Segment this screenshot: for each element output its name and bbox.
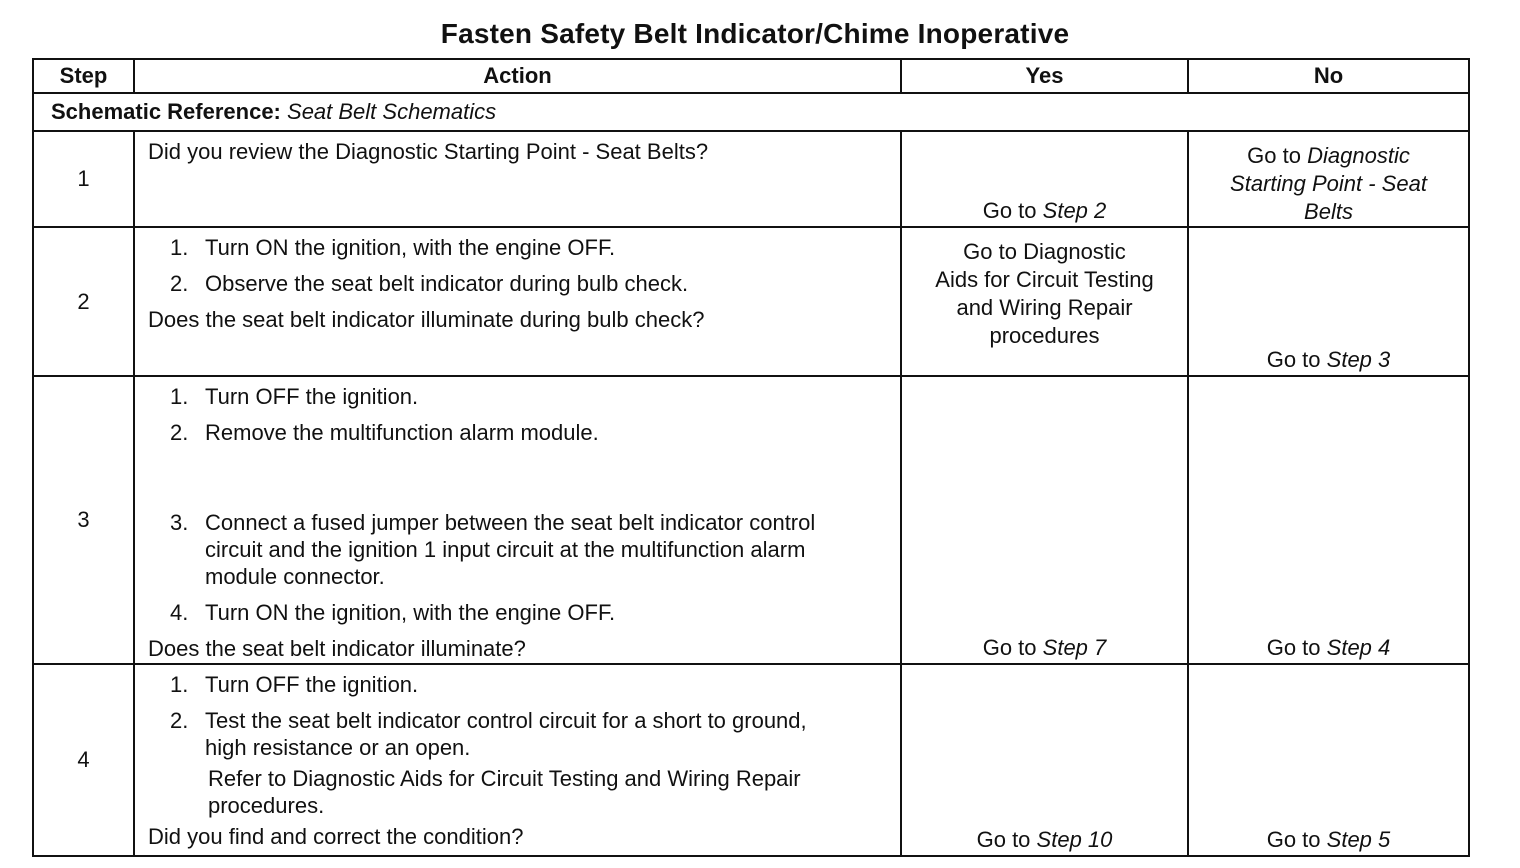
header-step: Step — [33, 59, 134, 93]
step-number: 2 — [33, 227, 134, 376]
step-row-1 — [33, 131, 1469, 227]
refer-note[interactable]: Refer to Diagnostic Aids for Circuit Testing and Wiring Repair procedures. — [208, 766, 801, 818]
step-row-4 — [33, 664, 1469, 856]
yes-cell — [901, 131, 1188, 227]
yes-cell — [901, 664, 1188, 856]
no-step-link[interactable]: Step 5 — [1326, 827, 1391, 852]
no-link-line2: Starting Point - Seat — [1230, 171, 1427, 196]
action-cell — [134, 227, 901, 376]
action-cell — [134, 376, 901, 664]
header-row — [33, 59, 1469, 93]
action-question: Did you find and correct the condition? — [148, 824, 524, 849]
no-link-line1: Diagnostic — [1307, 143, 1410, 168]
header-action: Action — [134, 59, 901, 93]
header-no: No — [1188, 59, 1469, 93]
page-title: Fasten Safety Belt Indicator/Chime Inoperative — [440, 18, 1070, 49]
list-item: 3. Connect a fused jumper between the seat belt indicator control circuit and the ignition 1 input circuit at the multifunction alarm module connector. — [170, 510, 816, 589]
yes-cell — [901, 376, 1188, 664]
goto-text: Go to — [976, 827, 1031, 852]
goto-text: Go to — [1247, 143, 1301, 168]
no-step-link[interactable]: Step 4 — [1326, 635, 1391, 660]
yes-link[interactable]: Go to Diagnostic Aids for Circuit Testing and Wiring Repair procedures — [935, 239, 1154, 348]
schematic-link[interactable]: Seat Belt Schematics — [287, 99, 497, 124]
schematic-reference — [33, 93, 1469, 131]
diagnostic-table — [32, 58, 1470, 857]
schematic-label: Schematic Reference: — [51, 99, 281, 124]
yes-step-link[interactable]: Step 7 — [1042, 635, 1107, 660]
goto-text: Go to — [982, 198, 1037, 223]
action-question: Does the seat belt indicator illuminate? — [148, 636, 526, 661]
schematic-row — [33, 93, 1469, 131]
yes-step-link[interactable]: Step 2 — [1042, 198, 1107, 223]
step-row-2 — [33, 227, 1469, 376]
goto-text: Go to — [1266, 827, 1321, 852]
step-number: 3 — [33, 376, 134, 664]
no-link[interactable] — [1189, 142, 1468, 170]
list-item: 4. Turn ON the ignition, with the engine OFF. — [170, 600, 616, 625]
goto-text: Go to — [1266, 347, 1321, 372]
list-item: 2. Remove the multifunction alarm module. — [170, 420, 599, 445]
no-cell — [1188, 376, 1469, 664]
action-cell — [134, 131, 901, 227]
list-item: 2. Test the seat belt indicator control circuit for a short to ground, high resistance or an open. — [170, 708, 807, 760]
goto-text: Go to — [982, 635, 1037, 660]
list-item: 1. Turn ON the ignition, with the engine OFF. — [170, 235, 616, 260]
step-number: 1 — [33, 131, 134, 227]
yes-step-link[interactable]: Step 10 — [1036, 827, 1113, 852]
no-cell — [1188, 227, 1469, 376]
action-cell — [134, 664, 901, 856]
step-row-3 — [33, 376, 1469, 664]
yes-cell — [901, 227, 1188, 376]
action-question: Does the seat belt indicator illuminate during bulb check? — [148, 307, 705, 332]
list-item: 1. Turn OFF the ignition. — [170, 672, 419, 697]
no-cell — [1188, 131, 1469, 227]
no-step-link[interactable]: Step 3 — [1326, 347, 1391, 372]
goto-text: Go to — [1266, 635, 1321, 660]
step-number: 4 — [33, 664, 134, 856]
list-item: 1. Turn OFF the ignition. — [170, 384, 419, 409]
list-item: 2. Observe the seat belt indicator during bulb check. — [170, 271, 689, 296]
action-question: Did you review the Diagnostic Starting Point - Seat Belts? — [148, 139, 709, 164]
header-yes: Yes — [901, 59, 1188, 93]
no-link-line3: Belts — [1304, 199, 1353, 224]
no-cell — [1188, 664, 1469, 856]
